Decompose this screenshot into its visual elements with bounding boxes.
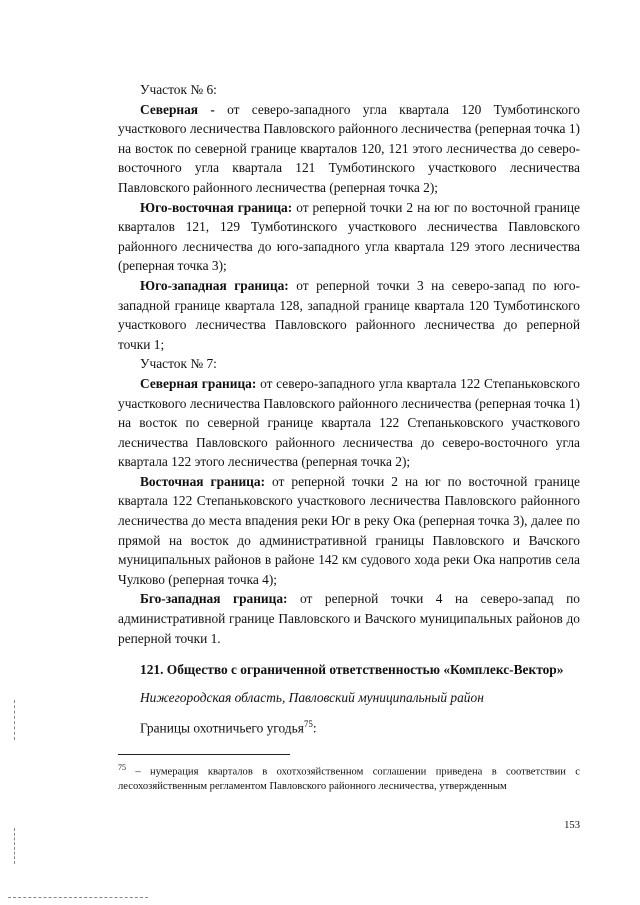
footnote-text: – нумерация кварталов в охотхозяйственном соглашении приведена в соответствии с лесохозяйственным регламентом Павловского районного лесничества, утвержденным xyxy=(118,767,580,792)
footnote-number: 75 xyxy=(118,763,126,773)
section6-southwest-label: Юго-западная граница: xyxy=(140,277,289,293)
section7-east-boundary xyxy=(118,472,580,590)
spacer xyxy=(118,680,580,688)
section7-north-text: от северо-западного угла квартала 122 Степаньковского участкового лесничества Павловского районного лесничества (реперная точка 1) на восток по северной границе квартала 122 Степаньковского участкового лесничества Павловского районного лесничества до северо-восточного угла квартала 122 этого лесничества (реперная точка 2); xyxy=(118,375,580,470)
section121-borders xyxy=(118,715,580,738)
section6-southeast-boundary xyxy=(118,198,580,276)
section7-west-label: Бго-западная граница: xyxy=(140,591,288,607)
footnote xyxy=(118,761,580,793)
section121-borders-suffix: : xyxy=(312,720,317,736)
section7-title: Участок № 7: xyxy=(140,356,217,372)
section6-north-boundary xyxy=(118,100,580,198)
section6-southwest-text: от реперной точки 3 на северо-запад по юго-западной границе квартала 128, западной границе квартала 120 Тумботинского участкового лесничества Павловского районного лесничества до реперной точки 1; xyxy=(118,277,580,352)
spacer xyxy=(118,707,580,715)
section6-title: Участок № 6: xyxy=(140,82,217,97)
section7-north-label: Северная граница: xyxy=(140,375,257,391)
section7-west-text: от реперной точки 4 на северо-запад по административной границе Павловского и Вачского муниципальных районов до реперной точки 1. xyxy=(118,591,580,646)
section7-north-boundary xyxy=(118,374,580,472)
section6-southeast-text: от реперной точки 2 на юг по восточной границе кварталов 121, 129 Тумботинского участкового лесничества Павловского районного лесничества до юго-западного угла квартала 129 этого лесничества (реперная точка 3); xyxy=(118,199,580,274)
section7-west-boundary xyxy=(118,589,580,648)
footnote-divider xyxy=(118,754,290,755)
scan-edge-mark xyxy=(14,828,16,864)
section7-east-text: от реперной точки 2 на юг по восточной границе квартала 122 Степаньковского участкового лесничества Павловского районного лесничества до места впадения реки Юг в реку Ока (реперная точка 3), далее по прямой на восток до административной границы Павловского и Вачского муниципальных районов в районе 142 км судового хода реки Ока напротив села Чулково (реперная точка 4); xyxy=(118,473,580,587)
footnote-ref[interactable]: 75 xyxy=(303,719,313,730)
scan-edge-mark xyxy=(14,700,16,740)
section6-southwest-boundary xyxy=(118,276,580,354)
section6-north-text: от северо-западного угла квартала 120 Тумботинского участкового лесничества Павловского районного лесничества (реперная точка 1) на восток по северной границе кварталов 120, 121 этого лесничества до северо-восточного угла квартала 121 Тумботинского участкового лесничества Павловского районного лесничества (реперная точка 2); xyxy=(118,101,580,195)
scan-edge-mark xyxy=(8,897,148,899)
section6-southeast-label: Юго-восточная граница: xyxy=(140,199,293,215)
section7-east-label: Восточная граница: xyxy=(140,473,266,489)
section121-region: Нижегородская область, Павловский муниципальный район xyxy=(140,689,484,705)
section6-north-label: Северная - xyxy=(140,101,215,117)
section121-borders-text: Границы охотничьего угодья xyxy=(140,720,304,736)
document-page xyxy=(118,80,580,793)
page-number: 153 xyxy=(564,820,580,831)
section121-heading: 121. Общество с ограниченной ответственностью «Комплекс-Вектор» xyxy=(140,662,564,678)
